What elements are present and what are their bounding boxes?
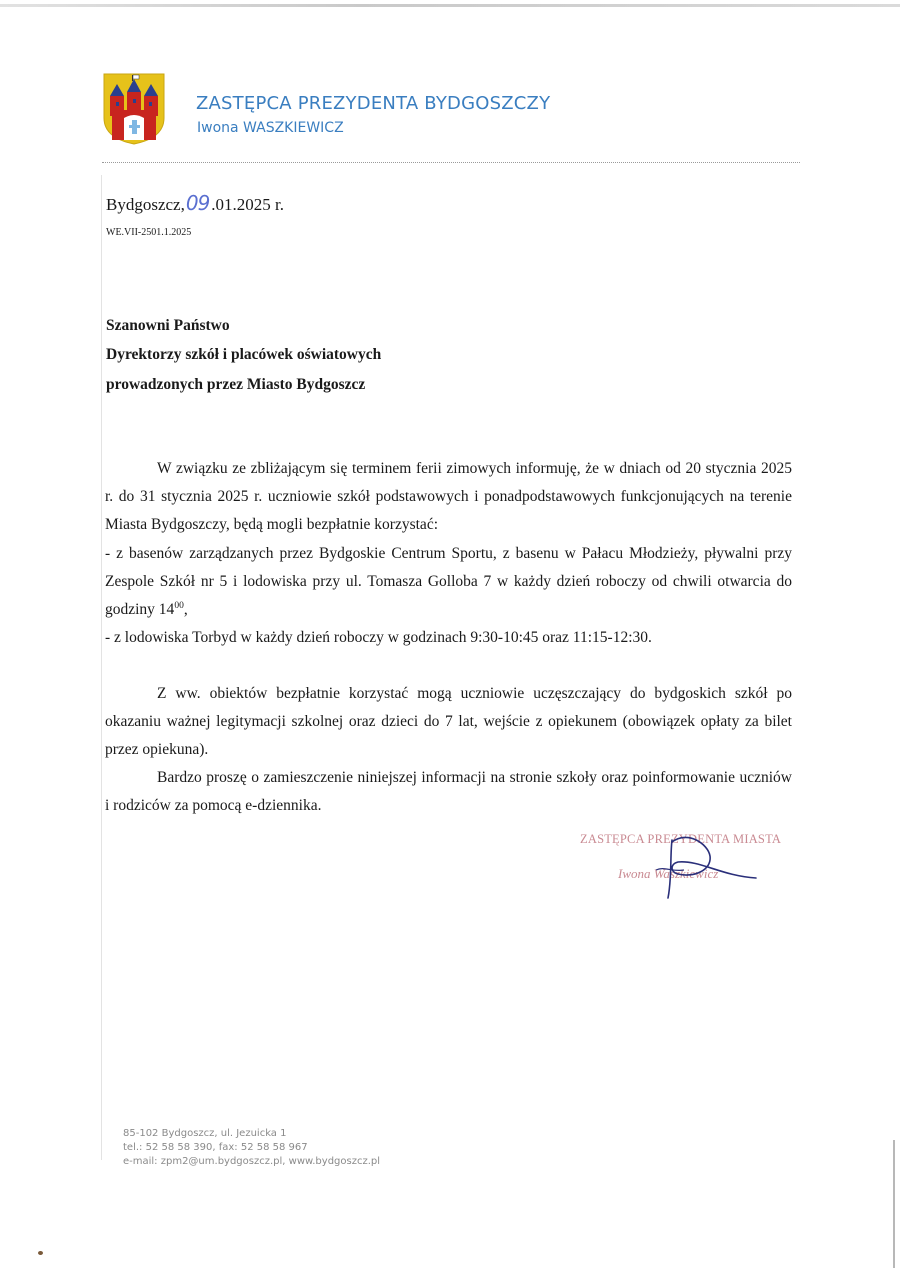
- footer-email-web: e-mail: zpm2@um.bydgoszcz.pl, www.bydgoszcz.pl: [123, 1156, 381, 1167]
- footer-phones: tel.: 52 58 58 390, fax: 52 58 58 967: [123, 1142, 308, 1153]
- scan-edge-top: [0, 4, 900, 7]
- letter-body: [105, 455, 792, 820]
- official-name: Iwona WASZKIEWICZ: [197, 120, 344, 136]
- paragraph-eligibility: Z ww. obiektów bezpłatnie korzystać mogą uczniowie uczęszczający do bydgoskich szkół po okazaniu ważnej legitymacji szkolnej oraz dzieci do 7 lat, wejście z opiekunem (obowiązek opłaty za bilet przez opiekuna).: [105, 685, 792, 759]
- recipient-line: prowadzonych przez Miasto Bydgoszcz: [106, 376, 366, 393]
- scan-edge-right: [893, 1140, 895, 1268]
- header-divider: [102, 162, 800, 163]
- list-item-pools: - z basenów zarządzanych przez Bydgoskie Centrum Sportu, z basenu w Pałacu Młodzieży, pływalni przy Zespole Szkół nr 5 i lodowiska przy ul. Tomasza Golloba 7 w każdy dzień roboczy od chwili otwarcia do godziny $14^{00}$,: [105, 544, 792, 619]
- crest-icon: [102, 72, 166, 146]
- recipient-line: Dyrektorzy szkół i placówek oświatowych: [106, 346, 382, 363]
- scan-margin-line: [101, 175, 102, 1160]
- stamp-name: Iwona Waszkiewicz: [618, 866, 719, 881]
- footer-address: 85-102 Bydgoszcz, ul. Jezuicka 1: [123, 1128, 287, 1139]
- list-item-torbyd: - z lodowiska Torbyd w każdy dzień roboczy w godzinach 9:30-10:45 oraz 11:15-12:30.: [105, 629, 652, 647]
- footer-contact: [123, 1127, 380, 1169]
- paragraph-request: Bardzo proszę o zamieszczenie niniejszej informacji na stronie szkoły oraz poinformowanie uczniów i rodziców za pomocą e-dziennika.: [105, 769, 792, 815]
- signature-icon: [560, 826, 790, 906]
- office-title: ZASTĘPCA PREZYDENTA BYDGOSZCZY: [196, 93, 551, 114]
- scan-speck: [38, 1251, 43, 1255]
- paragraph-intro: W związku ze zbliżającym się terminem ferii zimowych informuję, że w dniach od 20 stycznia 2025 r. do 31 stycznia 2025 r. uczniowie szkół podstawowych i ponadpodstawowych funkcjonujących na terenie Miasta Bydgoszczy, będą mogli bezpłatnie korzystać:: [105, 460, 792, 534]
- stamp-title: ZASTĘPCA PREZYDENTA MIASTA: [580, 832, 782, 846]
- hour-superscript: 00: [174, 601, 184, 612]
- reference-number: WE.VII-2501.1.2025: [106, 227, 192, 238]
- handwritten-day: 09: [185, 191, 210, 215]
- place-and-date: [106, 191, 284, 215]
- date-rest: .01.2025 r.: [211, 195, 285, 214]
- place: Bydgoszcz,: [106, 195, 185, 214]
- official-stamp: [560, 826, 790, 906]
- recipient-line: Szanowni Państwo: [106, 317, 230, 334]
